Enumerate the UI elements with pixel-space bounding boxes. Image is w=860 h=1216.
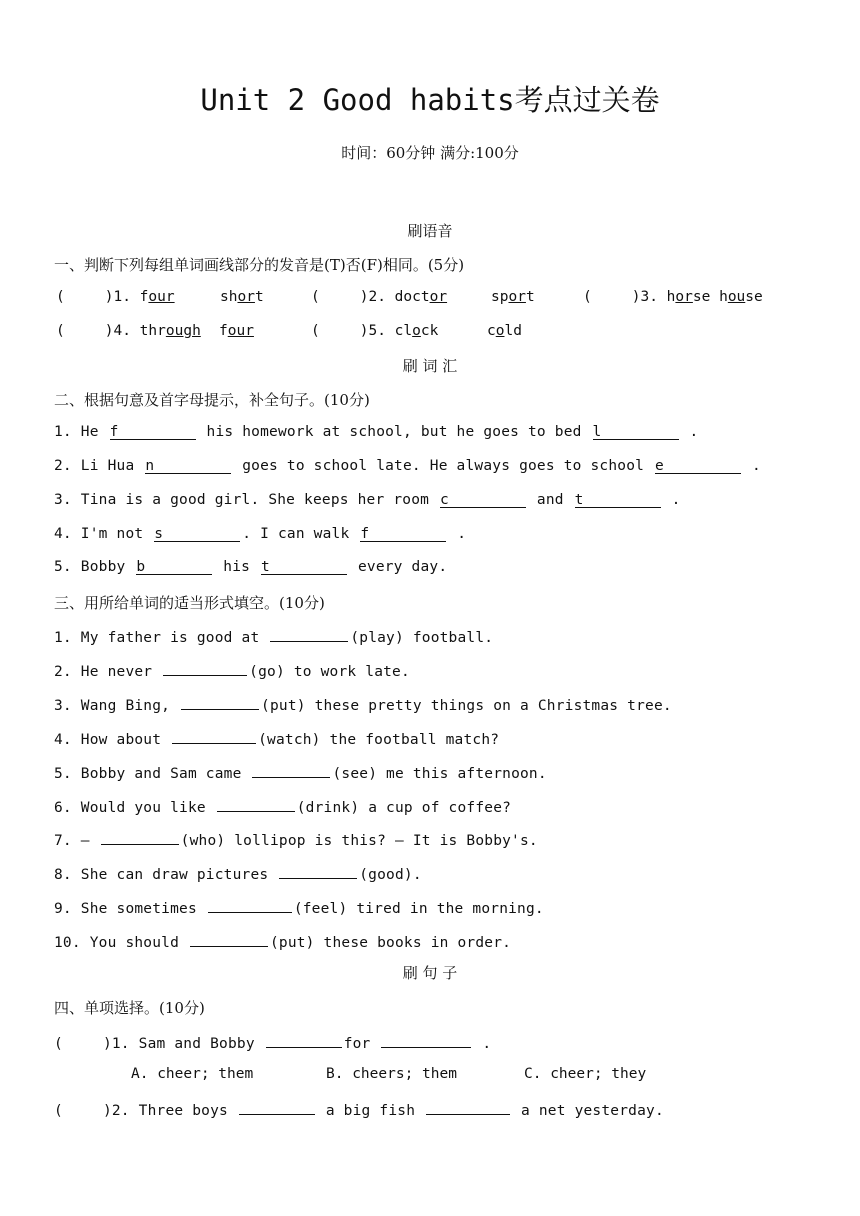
answer-blank[interactable] — [252, 762, 330, 778]
part3-item-2: 2. He never (go) to work late. — [54, 660, 410, 680]
option-c[interactable]: C. cheer; they — [524, 1066, 647, 1082]
page-title: Unit 2 Good habits考点过关卷 — [200, 83, 660, 117]
answer-blank[interactable] — [270, 626, 348, 642]
part3-item-7: 7. — (who) lollipop is this? — It is Bobby's. — [54, 829, 538, 849]
part3-item-6: 6. Would you like (drink) a cup of coffee? — [54, 796, 511, 816]
answer-blank[interactable] — [101, 829, 179, 845]
part1-item-5-word2: cold — [487, 323, 522, 339]
part1-item-2: ( )2. doctor — [311, 289, 448, 305]
option-a[interactable]: A. cheer; them — [131, 1066, 254, 1082]
answer-blank[interactable] — [190, 931, 268, 947]
answer-blank[interactable]: b — [136, 559, 212, 575]
part3-item-1: 1. My father is good at (play) football. — [54, 626, 493, 646]
answer-blank[interactable] — [266, 1032, 342, 1048]
answer-blank[interactable]: t — [575, 492, 661, 508]
part1-heading: 一、判断下列每组单词画线部分的发音是(T)否(F)相同。(5分) — [54, 256, 465, 274]
part2-item-1: 1. He f his homework at school, but he goes to bed l . — [54, 424, 699, 440]
part1-item-5: ( )5. clock — [311, 323, 439, 339]
part3-heading: 三、用所给单词的适当形式填空。(10分) — [54, 594, 325, 612]
answer-blank[interactable]: n — [145, 458, 231, 474]
section-title-vocabulary: 刷 词 汇 — [402, 357, 458, 375]
answer-blank[interactable] — [239, 1099, 315, 1115]
part1-item-4: ( )4. through — [56, 323, 201, 339]
answer-blank[interactable] — [163, 660, 247, 676]
part3-item-8: 8. She can draw pictures (good). — [54, 863, 422, 883]
part2-item-4: 4. I'm not s . I can walk f . — [54, 526, 467, 542]
answer-blank[interactable]: s — [154, 526, 240, 542]
answer-blank[interactable] — [172, 728, 256, 744]
part2-item-5: 5. Bobby b his t every day. — [54, 559, 448, 575]
answer-blank[interactable] — [217, 796, 295, 812]
part3-item-4: 4. How about (watch) the football match? — [54, 728, 499, 748]
answer-blank[interactable]: e — [655, 458, 741, 474]
answer-blank[interactable] — [426, 1099, 510, 1115]
answer-blank[interactable] — [279, 863, 357, 879]
option-b[interactable]: B. cheers; them — [326, 1066, 457, 1082]
part1-item-4-word2: four — [219, 323, 254, 339]
section-title-phonics: 刷语音 — [407, 222, 453, 240]
time-score-subtitle: 时间：60分钟 满分:100分 — [341, 144, 519, 162]
part1-item-3: ( )3. horse house — [583, 289, 763, 305]
section-title-sentences: 刷 句 子 — [402, 964, 458, 982]
part3-item-9: 9. She sometimes (feel) tired in the morning. — [54, 897, 544, 917]
part4-item-1: ( )1. Sam and Bobby for . — [54, 1032, 491, 1052]
part1-item-1-word2: short — [220, 289, 264, 305]
part1-item-2-word2: sport — [491, 289, 535, 305]
answer-blank[interactable]: c — [440, 492, 526, 508]
part3-item-3: 3. Wang Bing, (put) these pretty things on a Christmas tree. — [54, 694, 672, 714]
part1-item-1: ( )1. four — [56, 289, 175, 305]
answer-blank[interactable]: f — [360, 526, 446, 542]
answer-blank[interactable] — [381, 1032, 471, 1048]
answer-blank[interactable] — [181, 694, 259, 710]
part3-item-10: 10. You should (put) these books in order. — [54, 931, 511, 951]
part2-heading: 二、根据句意及首字母提示，补全句子。(10分) — [54, 391, 370, 409]
answer-blank[interactable]: t — [261, 559, 347, 575]
part2-item-3: 3. Tina is a good girl. She keeps her room c and t . — [54, 492, 681, 508]
answer-blank[interactable]: l — [593, 424, 679, 440]
answer-blank[interactable] — [208, 897, 292, 913]
answer-blank[interactable]: f — [110, 424, 196, 440]
part3-item-5: 5. Bobby and Sam came (see) me this afternoon. — [54, 762, 547, 782]
part4-item-2: ( )2. Three boys a big fish a net yesterday. — [54, 1099, 664, 1119]
part4-heading: 四、单项选择。(10分) — [54, 999, 205, 1017]
part2-item-2: 2. Li Hua n goes to school late. He always goes to school e . — [54, 458, 761, 474]
